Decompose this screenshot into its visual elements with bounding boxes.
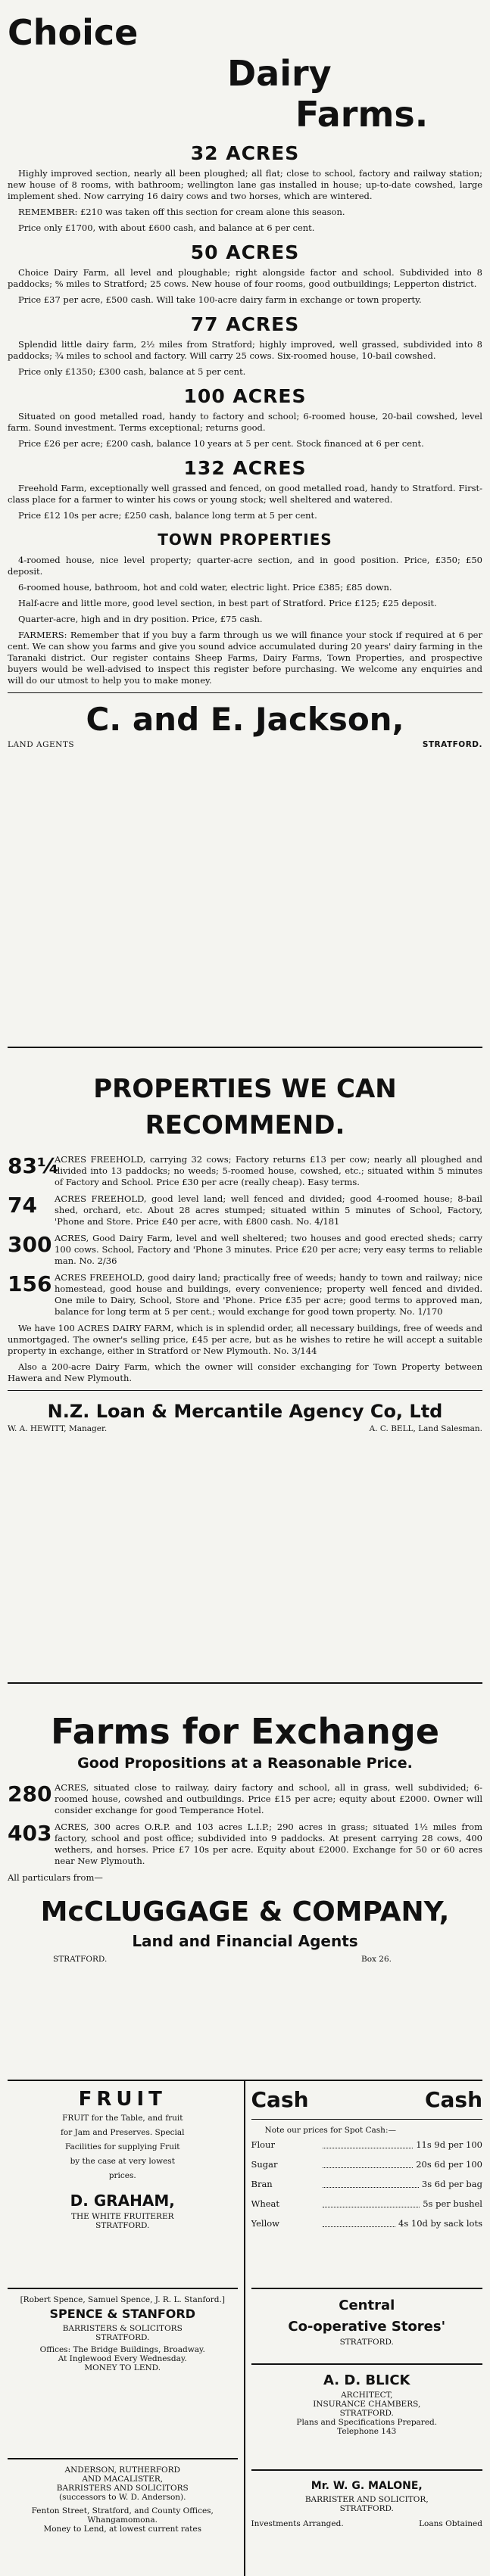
agency-name: N.Z. Loan & Mercantile Agency Co, Ltd [47,1401,443,1422]
town-property-item: Half-acre and little more, good level section, in best part of Stratford. Price £125; £25 deposit. [18,598,437,608]
firm-money: MONEY TO LEND. [84,2363,161,2372]
ad-title-dairy: Dairy [227,53,332,94]
cash-heading-right: Cash [424,2087,482,2112]
partner-names: [Robert Spence, Samuel Spence, J. R. L. Stanford.] [20,2295,225,2304]
firm-box: Box 26. [361,1955,392,1964]
firm-footer [8,1952,482,1964]
firm-name-line1: ANDERSON, RUTHERFORD [64,2466,180,2475]
small-ads-left-column [8,2081,245,2576]
listing-description: Highly improved section, nearly all been ploughed; all flat; close to school, factory and railway station; new house of 8 rooms, with bathroom; wellington lane gas installed in house; up-to-date cowshed, large implement shed. Now carrying 16 dairy cows and two horses, which are wintered. [8,168,482,201]
dot-leader [323,2174,419,2188]
ad-subtitle: Good Propositions at a Reasonable Price. [77,1755,413,1772]
town-properties-list [8,555,482,686]
listing-description: Situated on good metalled road, handy to factory and school; 6-roomed house, 20-bail cowshed, level farm. Sound investment. Terms exceptional; returns good. [8,411,482,433]
cash-note: Note our prices for Spot Cash:— [264,2126,396,2135]
solicitor-investments: Investments Arranged. [251,2519,344,2528]
lot-item [8,1233,482,1267]
listing-description: Choice Dairy Farm, all level and ploughable; right alongside factor and school. Subdivided into 8 paddocks; % miles to Stratford; 25 cows. New house of four rooms, good outbuildings; Lepperton district. [8,267,482,289]
price-row [251,2214,483,2233]
firm-name-jackson: C. and E. Jackson, [86,701,404,738]
lot-description: We have 100 ACRES DAIRY FARM, which is in splendid order, all necessary buildings, free of weeds and unmortgaged. The owner's selling price, £45 per acre, but as he wishes to retire he will accept a suitable property in exchange, either in Stratford or New Plymouth. No. 3/144 [8,1323,482,1356]
divider [8,1390,482,1391]
cash-prices-ad [251,2081,483,2289]
dot-leader [323,2135,414,2148]
listing-description: Splendid little dairy farm, 2½ miles from Stratford; highly improved, well grassed, subdivided into 8 paddocks; ¾ miles to school and factory. Will carry 25 cows. Six-roomed house, 10-bail cowshed. [8,339,482,361]
choice-dairy-farms-ad [8,0,482,1048]
blick-architect-ad [251,2365,483,2471]
price-row [251,2135,483,2154]
price-value: 3s 6d per bag [421,2179,482,2189]
lot-item [8,1154,482,1188]
price-row [251,2154,483,2174]
anderson-ad [8,2459,238,2576]
firm-town: STRATFORD. [53,1955,108,1964]
firm-offices: Offices: The Bridge Buildings, Broadway. [39,2345,205,2354]
firm-town: STRATFORD. [422,740,482,749]
firm-inglewood: At Inglewood Every Wednesday. [58,2354,187,2363]
particulars-line: All particulars from— [8,1872,103,1883]
listing-heading: 132 ACRES [183,457,307,479]
listing-50-acres [8,267,482,306]
fruit-line: prices. [108,2171,136,2180]
ad-title-farms: Farms. [295,94,429,135]
firm-role: BARRISTERS & SOLICITORS [62,2324,183,2333]
architect-name: A. D. BLICK [323,2372,410,2388]
firm-name: SPENCE & STANFORD [49,2307,195,2321]
lot-number: 74 [8,1193,37,1218]
divider [8,692,482,693]
firm-subtitle: Land and Financial Agents [132,1932,358,1950]
town-property-item: Quarter-acre, high and in dry position. Price, £75 cash. [18,614,263,624]
lot-item [8,1822,482,1867]
price-item: Flour [251,2139,275,2150]
lot-description: ACRES, situated close to railway, dairy factory and school, all in grass, well subdivided; 6-roomed house, cowshed and outbuildings. Price £15 per acre; equity about £2000. Owner will consider exchange for good Temperance Hotel. [55,1782,482,1815]
fruit-description [8,2111,238,2183]
store-name-line2: Co-operative Stores' [288,2319,446,2335]
price-row [251,2194,483,2214]
listing-100-acres [8,411,482,450]
dot-leader [323,2214,396,2227]
lot-description: Also a 200-acre Dairy Farm, which the owner will consider exchanging for Town Property between Hawera and New Plymouth. [8,1361,482,1383]
firm-role: BARRISTERS AND SOLICITORS [56,2484,189,2493]
agency-salesman: A. C. BELL, Land Salesman. [369,1424,482,1433]
lot-description: ACRES FREEHOLD, good dairy land; practically free of weeds; handy to town and railway; nice homestead, good house and buildings, every convenience; property well fenced and divided. One mile to Dairy, School, Store and 'Phone. Price £35 per acre; good terms to approved man, balance for long term at 5 per cent.; would exchange for good town property. No. 1/170 [55,1272,482,1317]
spence-stanford-ad [8,2289,238,2459]
firm-money: Money to Lend, at lowest current rates [43,2525,201,2534]
listing-price: Price only £1350; £300 cash, balance at 5 per cent. [18,366,246,377]
price-value: 5s per bushel [423,2198,482,2209]
ad-title: Farms for Exchange [50,1711,440,1752]
price-value: 4s 10d by sack lots [398,2218,482,2229]
fruit-line: FRUIT for the Table, and fruit [62,2114,183,2123]
listing-price: Price £37 per acre, £500 cash. Will take 100-acre dairy farm in exchange or town property. [18,294,422,305]
price-item: Bran [251,2179,273,2189]
farms-for-exchange-ad [8,1684,482,2081]
solicitor-town: STRATFORD. [339,2504,394,2513]
agency-footer [8,1424,482,1433]
listing-132-acres [8,483,482,521]
lot-item [8,1782,482,1816]
lot-item [8,1193,482,1227]
listing-price: Price £26 per acre; £200 cash, balance 10 years at 5 per cent. Stock financed at 6 per cent. [18,438,424,449]
lot-item [8,1272,482,1318]
listing-heading: 50 ACRES [190,241,300,263]
ad-title-choice: Choice [8,12,139,53]
cash-heading-left: Cash [251,2087,309,2112]
price-value: 20s 6d per 100 [416,2159,482,2170]
price-item: Wheat [251,2198,280,2209]
architect-plans: Plans and Specifications Prepared. [296,2418,438,2427]
firm-role: LAND AGENTS [8,740,75,749]
fruit-town: STRATFORD. [95,2221,150,2230]
lot-description: ACRES, 300 acres O.R.P. and 103 acres L.I.P.; 290 acres in grass; situated 1½ miles from factory, school and post office; subdivided into 9 paddocks. At present carrying 28 cows, 400 wethers, and horses. Price £7 10s per acre. Equity about £2000. Exchange for 50 or 60 acres near New Plymouth. [55,1822,482,1866]
lot-number: 156 [8,1271,52,1296]
town-property-item: 6-roomed house, bathroom, hot and cold water, electric light. Price £385; £85 down. [18,582,392,593]
listing-price: Price £12 10s per acre; £250 cash, balance long term at 5 per cent. [18,510,317,521]
divider [251,2119,483,2120]
properties-recommend-ad [8,1048,482,1684]
dot-leader [323,2154,414,2168]
central-stores-ad [251,2289,483,2365]
architect-town: STRATFORD. [339,2409,394,2418]
listing-description: Freehold Farm, exceptionally well grassed and fenced, on good metalled road, handy to Stratford. First-class place for a farmer to winter his cows or young stock; well sheltered and watered. [8,483,482,505]
listing-price: Price only £1700, with about £600 cash, and balance at 6 per cent. [18,222,315,233]
architect-phone: Telephone 143 [337,2427,397,2436]
cash-heading [251,2087,483,2113]
store-town: STRATFORD. [339,2338,394,2347]
dot-leader [323,2194,420,2207]
solicitor-role: BARRISTER AND SOLICITOR, [304,2495,429,2504]
small-ads-grid [8,2081,482,2576]
firm-footer [8,740,482,749]
lot-number: 280 [8,1781,52,1806]
price-row [251,2174,483,2194]
firm-name-mccluggage: McCLUGGAGE & COMPANY, [40,1896,450,1927]
solicitor-name: Mr. W. G. MALONE, [311,2480,423,2492]
lot-description: ACRES FREEHOLD, carrying 32 cows; Factory returns £13 per cow; nearly all ploughed and divided into 13 paddocks; no weeds; 5-roomed house, cowshed, etc.; situated within 5 minutes of Factory and School. Price £30 per acre (really cheap). Easy terms. [55,1154,482,1187]
fruit-title: FRUIT [78,2088,167,2111]
lot-number: 403 [8,1821,52,1846]
store-name-line1: Central [339,2298,395,2313]
listing-heading: 77 ACRES [190,313,300,335]
listing-heading: 100 ACRES [183,385,307,407]
firm-name-line2: AND MACALISTER, [82,2475,164,2484]
lot-extra [8,1323,482,1384]
fruit-line: for Jam and Preserves. Special [60,2128,185,2137]
lot-description: ACRES, Good Dairy Farm, level and well sheltered; two houses and good erected sheds; carry 100 cows. School, Factory and 'Phone 3 minutes. Price £20 per acre; very easy terms to reliable man. No. 2/36 [55,1233,482,1266]
price-item: Yellow [251,2218,280,2229]
fruit-ad [8,2081,238,2289]
lot-number: 83¼ [8,1153,59,1178]
fruit-line: Facilities for supplying Fruit [64,2142,180,2151]
architect-building: INSURANCE CHAMBERS, [313,2400,421,2409]
lot-description: ACRES FREEHOLD, good level land; well fenced and divided; good 4-roomed house; 8-bail shed, orchard, etc. About 28 acres stumped; situated within 5 minutes of School, Factory, 'Phone and Store. Price £40 per acre, with £800 cash. No. 4/181 [55,1193,482,1227]
small-ads-right-column [245,2081,483,2576]
listing-77-acres [8,339,482,378]
ad-title: PROPERTIES WE CAN RECOMMEND. [93,1074,397,1140]
listing-remember: REMEMBER: £210 was taken off this section for cream alone this season. [18,207,345,217]
fruit-shop: THE WHITE FRUITERER [70,2212,174,2221]
firm-town: STRATFORD. [95,2333,150,2342]
fruit-line: by the case at very lowest [70,2157,175,2166]
listing-heading: 32 ACRES [190,142,300,164]
price-value: 11s 9d per 100 [416,2139,482,2150]
town-property-item: 4-roomed house, nice level property; quarter-acre section, and in good position. Price, £350; £50 deposit. [8,555,482,577]
malone-ad [251,2471,483,2576]
agency-manager: W. A. HEWITT, Manager. [8,1424,108,1433]
solicitor-loans: Loans Obtained [419,2519,482,2528]
architect-role: ARCHITECT, [341,2391,393,2400]
firm-offices: Fenton Street, Stratford, and County Offices, Whangamomona. [31,2506,214,2525]
listing-32-acres [8,168,482,234]
solicitor-services [251,2519,483,2528]
firm-successors: (successors to W. D. Anderson). [58,2493,186,2502]
lot-number: 300 [8,1232,52,1257]
town-properties-heading: TOWN PROPERTIES [158,530,332,549]
farmers-note: FARMERS: Remember that if you buy a farm through us we will finance your stock if required at 6 per cent. We can show you farms and give you sound advice accumulated during 20 years' dairy farming in the Taranaki district. Our register contains Sheep Farms, Dairy Farms, Town Properties, and prospective buyers would be well-advised to inspect this register before purchasing. We welcome any enquiries and will do our utmost to help you to make money. [8,630,482,686]
fruit-proprietor: D. GRAHAM, [70,2192,175,2210]
price-item: Sugar [251,2159,278,2170]
